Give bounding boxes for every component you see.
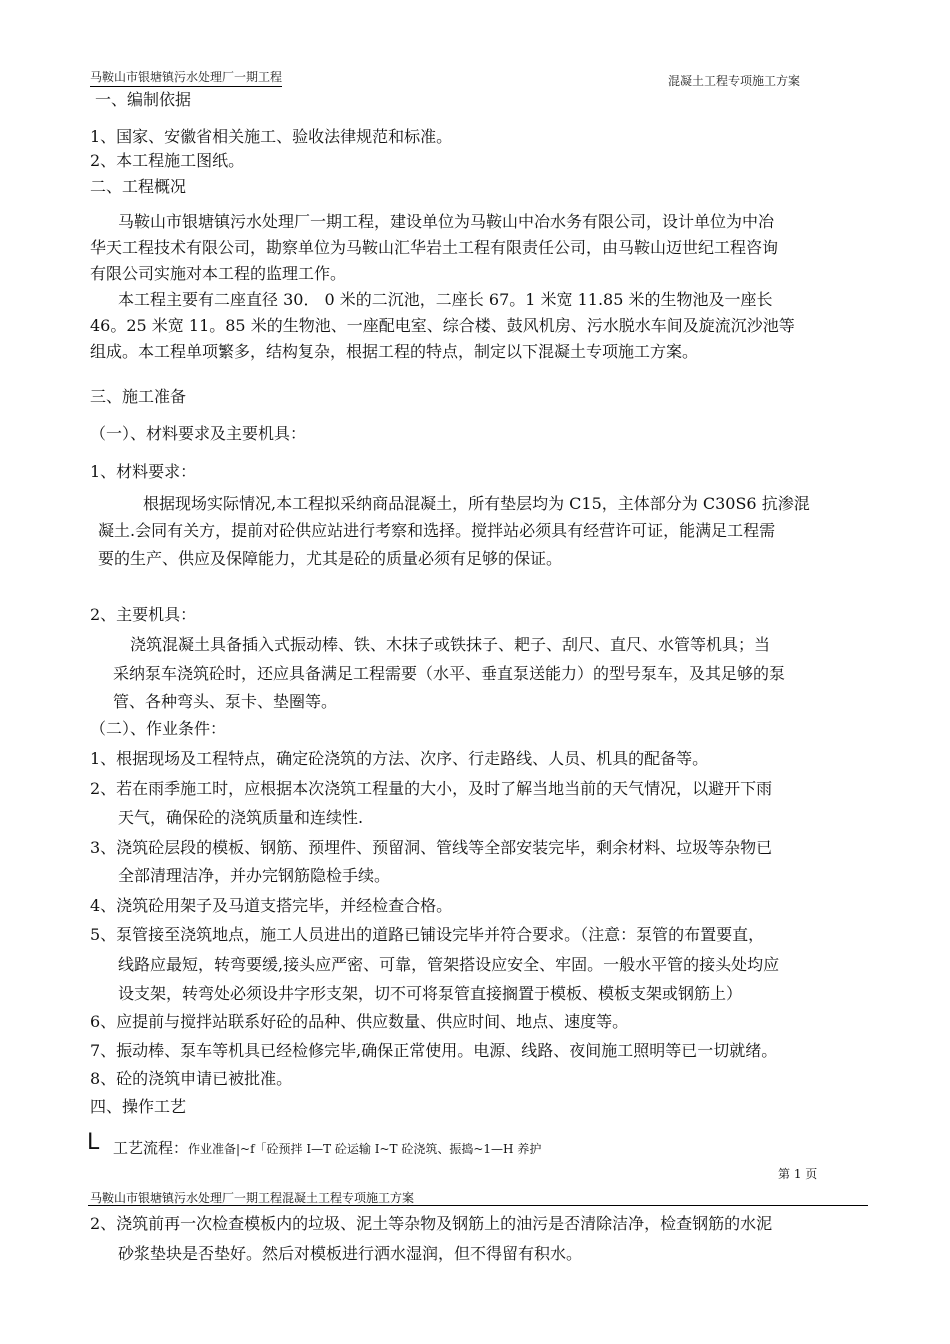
section-heading-basis: 一、编制依据 — [95, 90, 192, 109]
overview-paragraph-line: 组成。本工程单项繁多，结构复杂，根据工程的特点，制定以下混凝土专项施工方案。 — [90, 342, 699, 361]
overview-paragraph-line: 有限公司实施对本工程的监理工作。 — [90, 264, 347, 283]
equipment-paragraph-line: 管、各种弯头、泵卡、垫圈等。 — [113, 692, 338, 711]
overview-paragraph-line: 46。25 米宽 11。85 米的生物池、一座配电室、综合楼、鼓风机房、污水脱水车间及旋流沉沙池等 — [90, 316, 795, 335]
condition-item: 6、应提前与搅拌站联系好砼的品种、供应数量、供应时间、地点、速度等。 — [90, 1012, 629, 1031]
subsection-heading-materials: （一）、材料要求及主要机具： — [90, 424, 307, 443]
basis-item-2: 2、本工程施工图纸。 — [90, 151, 245, 170]
header-project-name: 马鞍山市银塘镇污水处理厂一期工程 — [90, 68, 282, 87]
header-divider — [88, 1205, 868, 1206]
section-heading-overview: 二、工程概况 — [90, 177, 187, 196]
condition-item-continuation: 设支架，转弯处必须设井字形支架，切不可将泵管直接搁置于模板、模板支架或钢筋上） — [118, 984, 743, 1003]
basis-item-1: 1、国家、安徽省相关施工、验收法律规范和标准。 — [90, 127, 453, 146]
condition-item: 1、根据现场及工程特点，确定砼浇筑的方法、次序、行走路线、人员、机具的配备等。 — [90, 749, 709, 768]
overview-paragraph-line: 马鞍山市银塘镇污水处理厂一期工程，建设单位为马鞍山中冶水务有限公司，设计单位为中冶 — [118, 212, 775, 231]
header-document-title: 混凝土工程专项施工方案 — [668, 74, 801, 88]
page-number: 第 1 页 — [778, 1167, 818, 1181]
section-heading-preparation: 三、施工准备 — [90, 387, 187, 406]
condition-item-continuation: 线路应最短，转弯要缓,接头应严密、可靠，管架搭设应安全、牢固。一般水平管的接头处均应 — [118, 955, 780, 974]
materials-heading: 1、材料要求： — [90, 462, 197, 481]
condition-item-continuation: 全部清理洁净，并办完钢筋隐检手续。 — [118, 866, 391, 885]
equipment-paragraph-line: 采纳泵车浇筑砼时，还应具备满足工程需要（水平、垂直泵送能力）的型号泵车，及其足够的泵 — [113, 664, 786, 683]
process-item-2: 2、浇筑前再一次检查模板内的垃圾、泥土等杂物及钢筋上的油污是否清除洁净，检查钢筋的水泥 — [90, 1214, 773, 1233]
condition-item: 2、若在雨季施工时，应根据本次浇筑工程量的大小，及时了解当地当前的天气情况，以避开下雨 — [90, 779, 773, 798]
condition-item: 5、泵管接至浇筑地点，施工人员进出的道路已铺设完毕并符合要求。（注意：泵管的布置要直， — [90, 925, 765, 944]
subsection-heading-conditions: （二）、作业条件： — [90, 719, 227, 738]
overview-paragraph-line: 本工程主要有二座直径 30． 0 米的二沉池，二座长 67。1 米宽 11.85 米的生物池及一座长 — [118, 290, 773, 309]
condition-item: 7、振动棒、泵车等机具已经检修完毕,确保正常使用。电源、线路、夜间施工照明等已一切就绪。 — [90, 1041, 778, 1060]
process-flow-steps: 作业准备|~f「砼预拌 I—T 砼运输 I~T 砼浇筑、振捣~1—H 养护 — [188, 1142, 542, 1156]
condition-item: 3、浇筑砼层段的模板、钢筋、预埋件、预留洞、管线等全部安装完毕，剩余材料、垃圾等杂物已 — [90, 838, 773, 857]
condition-item-continuation: 天气，确保砼的浇筑质量和连续性. — [118, 808, 364, 827]
equipment-paragraph-line: 浇筑混凝土具备插入式振动棒、铁、木抹子或铁抹子、耙子、刮尺、直尺、水管等机具；当 — [130, 635, 771, 654]
condition-item: 8、砼的浇筑申请已被批准。 — [90, 1069, 293, 1088]
section-heading-process: 四、操作工艺 — [90, 1097, 187, 1116]
materials-paragraph-line: 凝土.会同有关方，提前对砼供应站进行考察和选择。搅拌站必须具有经营许可证，能满足工程需 — [98, 521, 776, 540]
materials-paragraph-line: 要的生产、供应及保障能力，尤其是砼的质量必须有足够的保证。 — [98, 549, 563, 568]
materials-paragraph-line: 根据现场实际情况,本工程拟采纳商品混凝土，所有垫层均为 C15，主体部分为 C30S6 抗渗混 — [143, 494, 810, 513]
process-flow-label: 工艺流程： — [113, 1139, 189, 1157]
process-list-marker: L — [87, 1130, 100, 1155]
overview-paragraph-line: 华天工程技术有限公司，勘察单位为马鞍山汇华岩土工程有限责任公司，由马鞍山迈世纪工程咨询 — [90, 238, 779, 257]
next-page-header: 马鞍山市银塘镇污水处理厂一期工程混凝土工程专项施工方案 — [90, 1191, 415, 1205]
process-flow — [113, 1137, 541, 1158]
equipment-heading: 2、主要机具： — [90, 605, 197, 624]
process-item-2-continuation: 砂浆垫块是否垫好。然后对模板进行洒水湿润，但不得留有积水。 — [118, 1244, 583, 1263]
condition-item: 4、浇筑砼用架子及马道支搭完毕，并经检查合格。 — [90, 896, 453, 915]
